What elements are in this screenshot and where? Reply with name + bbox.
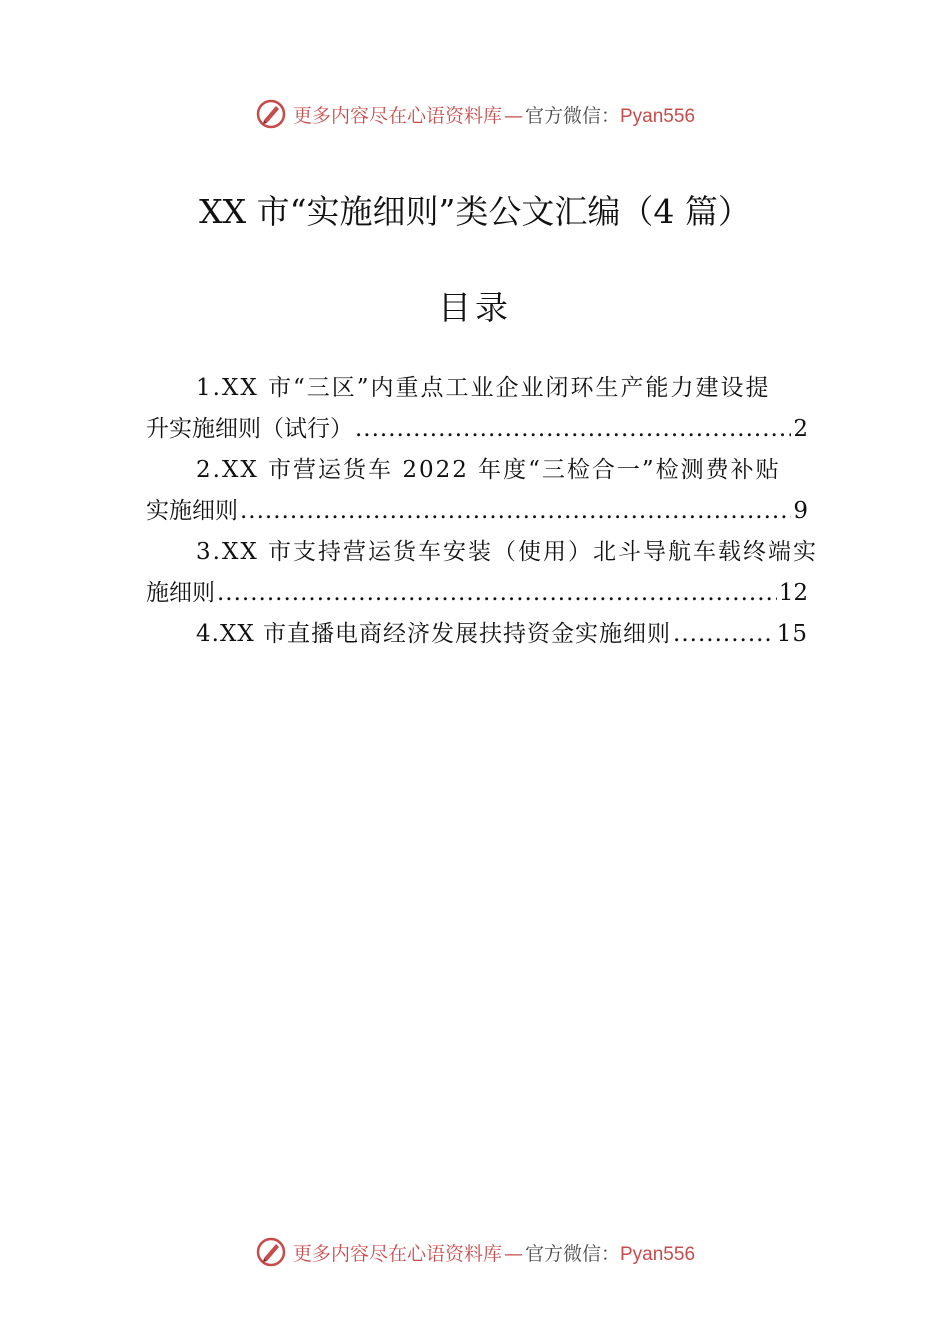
table-of-contents (146, 368, 819, 655)
banner-slogan: 更多内容尽在心语资料库 (292, 1242, 502, 1265)
toc-entry-3-title-part1: 3.XX 市支持营运货车安装（使用）北斗导航车载终端实 (196, 539, 819, 565)
toc-entry-4[interactable] (146, 614, 808, 655)
toc-entry-3-line2[interactable] (146, 573, 808, 614)
watermark-banner-top (0, 94, 950, 134)
toc-leader-dots (217, 573, 777, 614)
toc-entry-2-title-part2: 实施细则 (146, 498, 238, 524)
banner-text (293, 101, 695, 128)
toc-leader-dots (673, 614, 775, 655)
toc-entry-4-page: 15 (776, 621, 808, 647)
watermark-banner-bottom (0, 1232, 950, 1272)
toc-entry-2-title-part1: 2.XX 市营运货车 2022 年度“三检合一”检测费补贴 (196, 457, 781, 483)
toc-entry-2-line1[interactable] (146, 450, 808, 491)
toc-entry-3-title-part2: 施细则 (146, 580, 215, 606)
toc-entry-3-page: 12 (778, 580, 808, 606)
banner-slogan: 更多内容尽在心语资料库 (292, 104, 502, 127)
toc-entry-4-title: 4.XX 市直播电商经济发展扶持资金实施细则 (196, 621, 672, 647)
banner-text (293, 1239, 695, 1266)
toc-entry-1-title-part1: 1.XX 市“三区”内重点工业企业闭环生产能力建设提 (196, 375, 771, 401)
toc-entry-2-line2[interactable] (146, 491, 808, 532)
toc-entry-1-page: 2 (793, 416, 808, 442)
toc-entry-3-line1[interactable] (146, 532, 819, 573)
banner-wechat-id: Pyan556 (620, 1243, 696, 1265)
banner-wechat-label: 官方微信： (524, 104, 620, 127)
banner-dash: — (503, 1242, 523, 1265)
toc-entry-1-line1[interactable] (146, 368, 808, 409)
document-title: XX 市“实施细则”类公文汇编（4 篇） (199, 192, 751, 231)
pen-logo-icon (255, 98, 287, 130)
toc-entry-2-page: 9 (793, 498, 808, 524)
banner-wechat-id: Pyan556 (620, 105, 696, 127)
toc-leader-dots (355, 409, 791, 450)
pen-logo-icon (255, 1236, 287, 1268)
toc-entry-1-title-part2: 升实施细则（试行） (146, 416, 353, 442)
toc-leader-dots (240, 491, 791, 532)
banner-wechat-label: 官方微信： (524, 1242, 620, 1265)
banner-dash: — (503, 104, 523, 127)
toc-entry-1-line2[interactable] (146, 409, 808, 450)
toc-heading: 目录 (438, 288, 512, 327)
